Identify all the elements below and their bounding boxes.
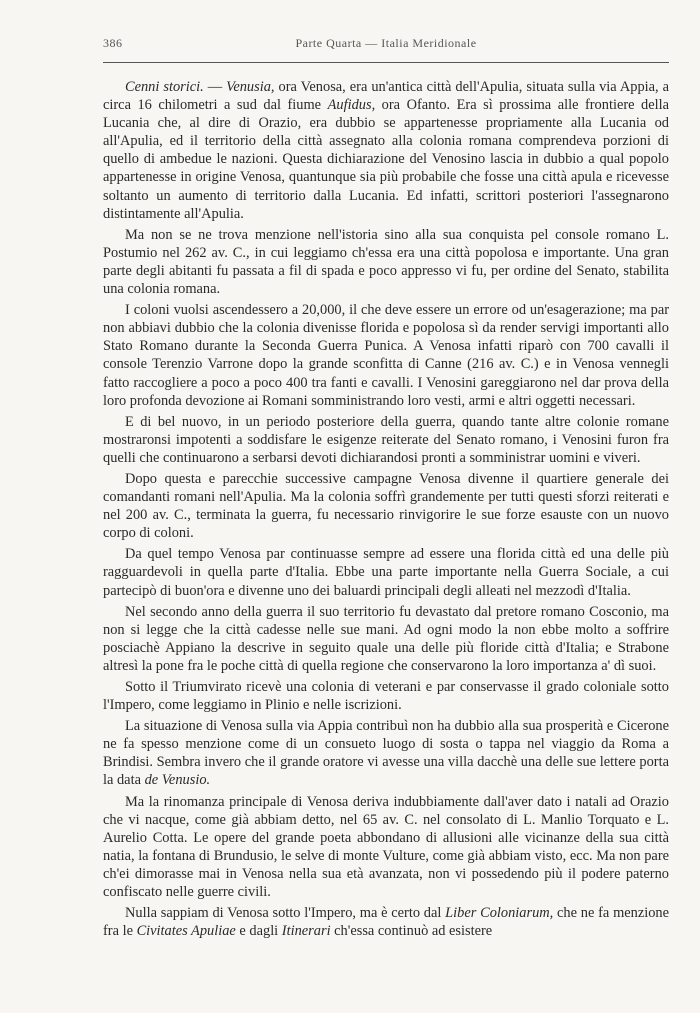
paragraph: Ma non se ne trova menzione nell'istoria sino alla sua conquista pel console romano L. Postumio nel 262 av. C., in cui leggiamo ch'essa era una città popolosa e importante. Una gran parte degli abitanti fu passata a fil di spada e poco appresso vi fu, per ordine del Senato, stabilita una colonia romana. (103, 226, 669, 298)
page-number: 386 (103, 36, 123, 50)
paragraph: Ma la rinomanza principale di Venosa deriva indubbiamente dall'aver dato i natali ad Orazio che vi nacque, come già abbiam detto, nel 65 av. C. nel consolato di L. Manlio Torquato e L. Aurelio Cotta. Le opere del grande poeta abbondano di allusioni alle vicinanze della sua città natia, la fontana di Brundusio, le selve di monte Vulture, come già abbiam visto, ecc. Ma non pare ch'ei dimorasse mai in Venosa nella sua età avanzata, non vi possedendo più il podere paterno confiscato nelle guerre civili. (103, 793, 669, 901)
paragraph-text: La situazione di Venosa sulla via Appia contribuì non ha dubbio alla sua prosperità e Cicerone ne fa spesso menzione come di un consueto luogo di sosta o tappa nel viaggio da Roma a Brindisi. Sembra invero che il grande oratore vi avesse una villa dacchè una delle sue lettere porta la data (103, 718, 669, 789)
paragraph: Da quel tempo Venosa par continuasse sempre ad essere una florida città ed una delle più ragguardevoli in quella parte d'Italia. Ebbe una parte importante nella Guerra Sociale, a cui partecipò di buon'ora e divenne uno dei baluardi principali degli alleati nel mezzodì d'Italia. (103, 546, 669, 599)
paragraph-text: ch'essa continuò ad esistere (330, 923, 493, 940)
paragraph: E di bel nuovo, in un periodo posteriore della guerra, quando tante altre colonie romane mostraronsi impotenti a soddisfare le esigenze reiterate del Senato romano, i Venosini furon fra quelli che continuarono a serbarsi devoti dichiarandosi pronti a somministrar uomini e viveri. (103, 413, 669, 466)
de-venusio-italic: de Venusio. (144, 772, 211, 789)
paragraph-text: ora Ofanto. Era sì prossima alle frontiere della Lucania che, al dire di Orazio, era dubbio se appartenesse propriamente alla Lucania od all'Apulia, ed il territorio della città assegnato alla colonia romana comprendeva porzioni di quello di ambedue le nazioni. Questa dichiarazione del Venosino lascia in dubbio a qual popolo appartenesse in origine Venosa, quantunque sia più probabile che fosse una città apula e ricevesse soltanto un aumento di territorio dalla Lucania. Ed infatti, scrittori posteriori l'assegnarono distintamente all'Apulia. (103, 97, 669, 222)
paragraph-impero (103, 904, 669, 940)
paragraph: Nel secondo anno della guerra il suo territorio fu devastato dal pretore romano Cosconio, ma non si legge che la città cadesse nelle sue mani. Ad ogni modo la non ebbe molto a soffrire posciachè Appiano la descrive in seguito quale una delle più floride città d'Italia; e Strabone altresì la pone fra le poche città di quella regione che conservarono la loro importanza a' dì suoi. (103, 603, 669, 674)
running-header (103, 36, 669, 56)
paragraph-text: Nulla sappiam di Venosa sotto l'Impero, ma è certo dal (125, 905, 446, 922)
lead-separator: — (203, 79, 227, 95)
venusia-italic: Venusia, (226, 79, 275, 95)
section-lead-italic: Cenni storici. (125, 79, 204, 95)
paragraph-text: che ne fa menzione fra le (103, 905, 670, 940)
itinerari-italic: Itinerari (281, 923, 331, 940)
paragraph: Dopo questa e parecchie successive campagne Venosa divenne il quartiere generale dei comandanti romani nell'Apulia. Ma la colonia soffrì grandemente per tutti questi sforzi reiterati e nel 200 av. C., terminata la guerra, fu necessario rinvigorire le sue forze esauste con un nuovo corpo di coloni. (103, 470, 669, 542)
paragraph-via-appia (103, 717, 669, 789)
paragraph: Sotto il Triumvirato ricevè una colonia di veterani e par conservasse il grado coloniale sotto l'Impero, come leggiamo in Plinio e nelle iscrizioni. (103, 679, 669, 714)
liber-coloniarum-italic: Liber Coloniarum, (445, 905, 554, 922)
paragraph-text: e dagli (235, 923, 282, 940)
header-rule (103, 62, 669, 63)
aufidus-italic: Aufidus, (327, 97, 376, 114)
paragraph-text: ora Venosa, era un'antica città dell'Apulia, situata sulla via Appia, a circa 16 chilometri a sud dal fiume (103, 79, 670, 114)
paragraph: I coloni vuolsi ascendessero a 20,000, il che deve essere un errore od un'esagerazione; ma par non abbiavi dubbio che la colonia divenisse florida e popolosa sì da render servigi importanti allo Stato Romano durante la Seconda Guerra Punica. A Venosa infatti riparò con 700 cavalli il console Terenzio Varrone dopo la grande sconfitta di Canne (216 av. C.) e in Venosa vennegli fatto raccogliere a poco a poco 400 tra fanti e cavalli. I Venosini gareggiarono nel dar prova della loro profonda devozione ai Romani somministrando loro vesti, armi e altri oggetti necessari. (103, 302, 669, 409)
civitates-apuliae-italic: Civitates Apuliae (136, 923, 236, 940)
body-text (103, 78, 669, 940)
paragraph-cenni-storici (103, 78, 669, 223)
running-title: Parte Quarta — Italia Meridionale (295, 36, 477, 50)
